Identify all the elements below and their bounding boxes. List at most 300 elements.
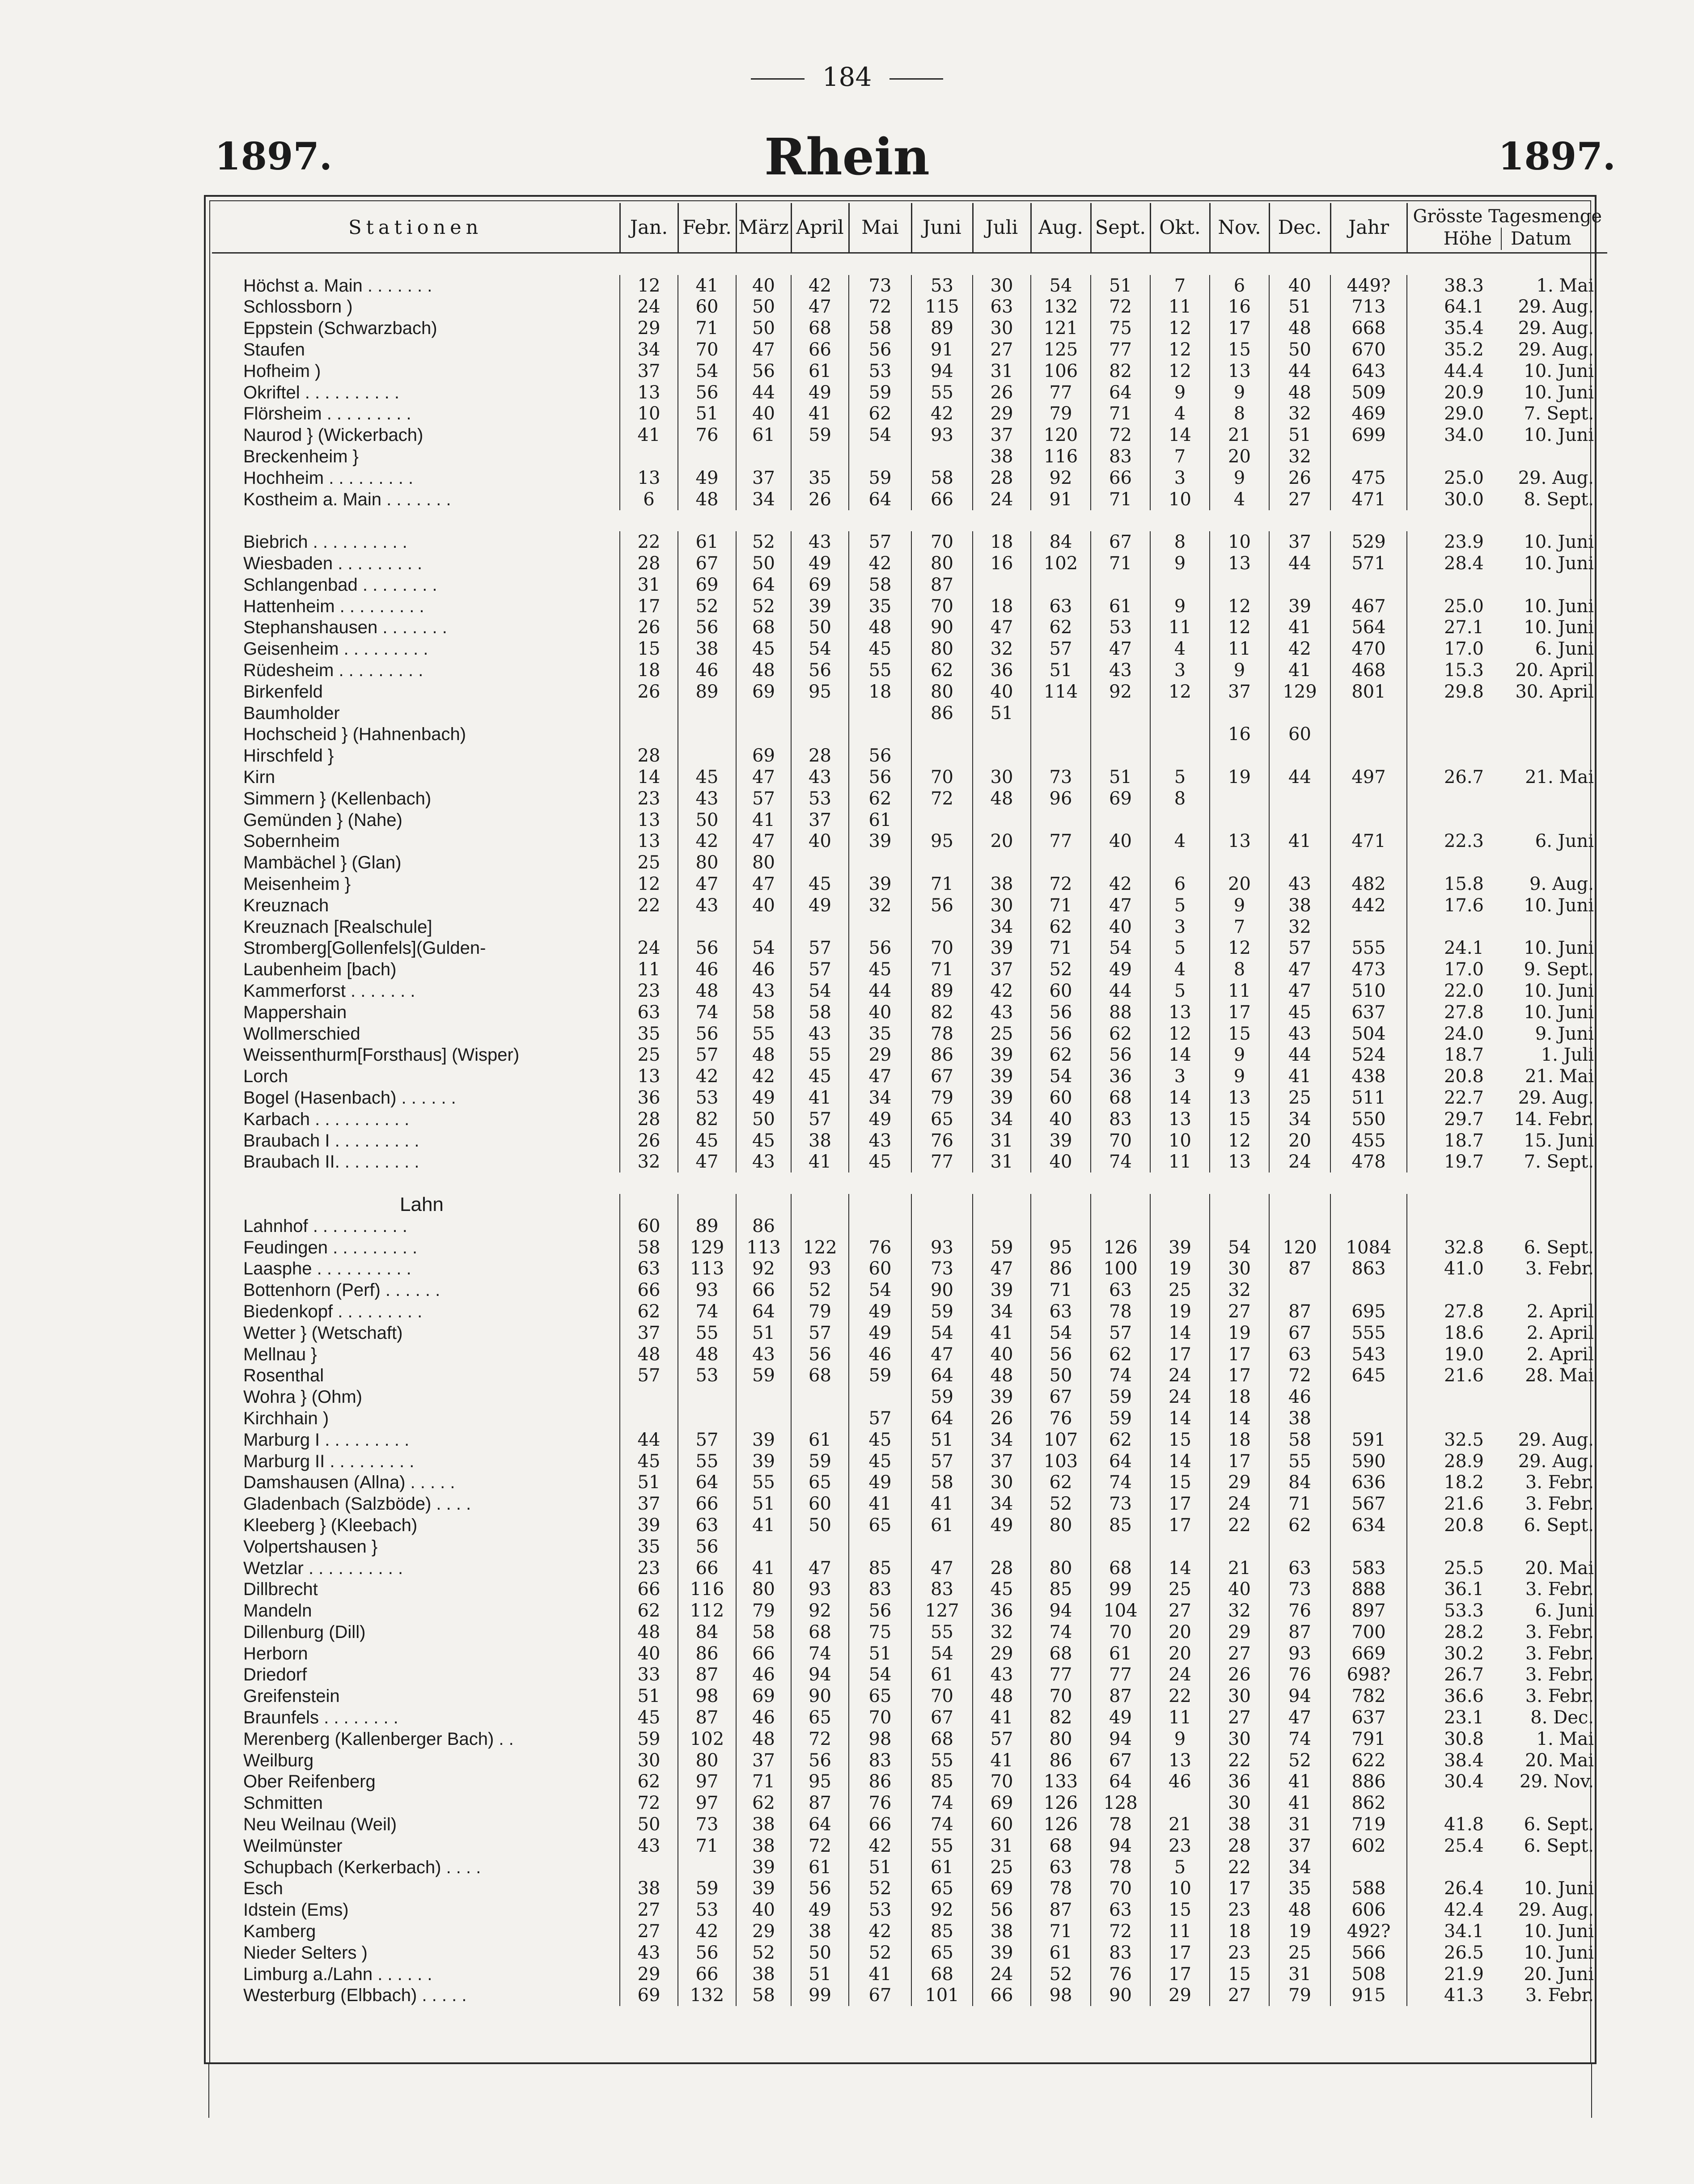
month-value: 101 [911, 1985, 973, 2006]
month-value: 31 [973, 1130, 1031, 1151]
month-value [911, 446, 973, 467]
section-heading-row [212, 1194, 1607, 1215]
month-value: 27 [1210, 1643, 1269, 1664]
station-name: Herborn [243, 1643, 308, 1663]
month-value: 35 [791, 467, 849, 489]
month-value: 28 [791, 745, 849, 766]
empty-cell [1496, 1194, 1607, 1215]
month-value: 128 [1091, 1792, 1150, 1814]
month-value: 77 [1091, 1664, 1150, 1686]
max-height: 25.0 [1407, 467, 1496, 489]
month-value: 71 [678, 317, 736, 339]
month-value: 42 [849, 1921, 911, 1942]
month-value: 62 [736, 1792, 791, 1814]
station-name: Naurod } (Wickerbach) [243, 425, 424, 445]
header-max-date: Datum [1511, 229, 1571, 249]
month-value: 43 [736, 1151, 791, 1172]
month-value: 48 [849, 617, 911, 639]
max-height [1407, 1279, 1496, 1301]
month-value: 59 [791, 1451, 849, 1472]
month-value: 50 [736, 296, 791, 318]
frame-tail-right [1591, 2064, 1592, 2118]
year-total: 698? [1330, 1664, 1407, 1686]
month-value: 62 [1091, 1429, 1150, 1451]
month-value: 38 [791, 1130, 849, 1151]
month-value: 68 [1091, 1087, 1150, 1109]
header-max-height: Höhe [1435, 228, 1502, 250]
month-value: 60 [620, 1215, 678, 1237]
month-value [1091, 1536, 1150, 1558]
month-value: 19 [1210, 766, 1269, 788]
month-value: 53 [849, 360, 911, 382]
year-total: 591 [1330, 1429, 1407, 1451]
month-value: 52 [678, 596, 736, 617]
month-value: 6 [1210, 275, 1269, 296]
month-value: 38 [736, 1835, 791, 1857]
year-total: 886 [1330, 1771, 1407, 1793]
month-value: 54 [1031, 275, 1091, 296]
month-value [1031, 574, 1091, 596]
month-value: 52 [849, 1942, 911, 1964]
month-value [678, 703, 736, 724]
month-value: 14 [1150, 1322, 1210, 1344]
max-height: 20.8 [1407, 1066, 1496, 1087]
max-height: 18.7 [1407, 1130, 1496, 1151]
year-total: 571 [1330, 553, 1407, 574]
month-value [1031, 724, 1091, 745]
month-value: 57 [1269, 938, 1330, 959]
month-value: 51 [849, 1857, 911, 1878]
month-value: 59 [678, 1878, 736, 1900]
station-name: Stephanshausen . . . . . . . [243, 618, 447, 638]
station-name: Okriftel . . . . . . . . . . [243, 382, 399, 402]
station-name: Marburg II . . . . . . . . . [243, 1451, 415, 1471]
month-value: 47 [1269, 959, 1330, 980]
month-value: 48 [620, 1344, 678, 1365]
month-value: 87 [1269, 1258, 1330, 1279]
month-value: 70 [911, 938, 973, 959]
month-value [736, 916, 791, 938]
month-value [620, 724, 678, 745]
month-value: 62 [1091, 1344, 1150, 1365]
month-value: 22 [1210, 1750, 1269, 1771]
month-value: 40 [973, 1344, 1031, 1365]
month-value: 39 [973, 1087, 1031, 1109]
table-row [212, 1493, 1607, 1515]
max-date: 10. Juni [1524, 596, 1594, 617]
year-total: 888 [1330, 1579, 1407, 1600]
month-value: 57 [791, 1322, 849, 1344]
station-name: Braunfels . . . . . . . . [243, 1708, 398, 1728]
spacer-row [212, 1172, 1607, 1194]
max-height [1407, 788, 1496, 809]
month-value [1269, 1215, 1330, 1237]
year-total: 478 [1330, 1151, 1407, 1172]
month-value: 18 [973, 596, 1031, 617]
header-jan: Jan. [620, 203, 678, 253]
month-value: 77 [1031, 831, 1091, 852]
max-height: 26.7 [1407, 1664, 1496, 1686]
month-value: 78 [1031, 1878, 1091, 1900]
month-value: 56 [791, 660, 849, 681]
station-name: Weissenthurm[Forsthaus] (Wisper) [243, 1045, 520, 1065]
month-value: 63 [1269, 1558, 1330, 1579]
month-value: 55 [736, 1023, 791, 1045]
empty-cell [911, 1194, 973, 1215]
max-height [1407, 1215, 1496, 1237]
month-value: 77 [1091, 339, 1150, 360]
month-value [1210, 788, 1269, 809]
table-row [212, 1322, 1607, 1344]
month-value: 31 [1269, 1814, 1330, 1835]
month-value: 41 [736, 1515, 791, 1536]
max-height: 15.8 [1407, 873, 1496, 895]
month-value [911, 852, 973, 873]
max-height: 27.1 [1407, 617, 1496, 639]
year-total [1330, 1857, 1407, 1878]
month-value: 46 [736, 1664, 791, 1686]
month-value: 5 [1150, 938, 1210, 959]
month-value: 90 [911, 1279, 973, 1301]
month-value: 53 [678, 1899, 736, 1921]
month-value: 56 [849, 938, 911, 959]
month-value: 47 [736, 831, 791, 852]
month-value: 39 [973, 1044, 1031, 1066]
max-date: 6. Juni [1535, 1600, 1594, 1621]
header-may: Mai [849, 203, 911, 253]
table-row [212, 938, 1607, 959]
station-name: Feudingen . . . . . . . . . [243, 1237, 418, 1257]
max-height: 36.6 [1407, 1685, 1496, 1707]
month-value: 13 [1150, 1002, 1210, 1023]
month-value: 85 [911, 1921, 973, 1942]
year-total: 643 [1330, 360, 1407, 382]
month-value: 43 [1269, 873, 1330, 895]
year-total [1330, 1215, 1407, 1237]
month-value: 126 [1031, 1792, 1091, 1814]
table-row [212, 1451, 1607, 1472]
month-value: 54 [736, 938, 791, 959]
month-value: 32 [1210, 1279, 1269, 1301]
month-value: 60 [1031, 1087, 1091, 1109]
month-value: 54 [791, 638, 849, 660]
month-value: 63 [1091, 1899, 1150, 1921]
month-value [1150, 1536, 1210, 1558]
month-value [620, 1386, 678, 1408]
table-row [212, 1921, 1607, 1942]
month-value: 41 [1269, 1066, 1330, 1087]
month-value: 13 [1210, 1087, 1269, 1109]
table-row [212, 296, 1607, 318]
month-value: 34 [1269, 1857, 1330, 1878]
year-total: 606 [1330, 1899, 1407, 1921]
max-date: 2. April [1526, 1322, 1594, 1343]
month-value: 92 [791, 1600, 849, 1621]
month-value: 39 [620, 1515, 678, 1536]
month-value [791, 1215, 849, 1237]
month-value: 22 [620, 531, 678, 553]
month-value: 53 [791, 788, 849, 809]
month-value: 61 [736, 424, 791, 446]
month-value: 64 [849, 489, 911, 510]
max-date: 10. Juni [1524, 1921, 1594, 1942]
month-value: 51 [849, 1643, 911, 1664]
table-row [212, 1365, 1607, 1386]
month-value: 58 [736, 1985, 791, 2006]
max-height: 34.1 [1407, 1921, 1496, 1942]
max-date: 29. Aug. [1518, 339, 1594, 360]
month-value: 98 [1031, 1985, 1091, 2006]
month-value [973, 809, 1031, 831]
month-value: 26 [791, 489, 849, 510]
month-value [1269, 703, 1330, 724]
month-value: 61 [911, 1857, 973, 1878]
max-date: 3. Febr. [1525, 1643, 1594, 1664]
month-value: 45 [849, 959, 911, 980]
month-value: 59 [736, 1365, 791, 1386]
month-value: 38 [973, 446, 1031, 467]
month-value: 5 [1150, 895, 1210, 916]
month-value: 40 [973, 681, 1031, 703]
month-value: 21 [1150, 1814, 1210, 1835]
station-name: Marburg I . . . . . . . . . [243, 1430, 410, 1450]
month-value: 52 [849, 1878, 911, 1900]
max-date: 20. Mai [1525, 1750, 1594, 1771]
month-value: 26 [620, 681, 678, 703]
month-value: 28 [620, 1109, 678, 1130]
table-row [212, 1643, 1607, 1664]
month-value: 37 [973, 424, 1031, 446]
month-value: 47 [1091, 895, 1150, 916]
table-row [212, 766, 1607, 788]
year-total: 566 [1330, 1942, 1407, 1964]
year-total: 782 [1330, 1685, 1407, 1707]
month-value: 59 [911, 1386, 973, 1408]
month-value: 44 [1091, 980, 1150, 1002]
station-name: Volpertshausen } [243, 1536, 378, 1557]
month-value: 49 [849, 1301, 911, 1322]
month-value: 99 [1091, 1579, 1150, 1600]
month-value: 58 [1269, 1429, 1330, 1451]
month-value: 42 [911, 403, 973, 425]
max-height: 30.4 [1407, 1771, 1496, 1793]
month-value: 65 [791, 1472, 849, 1493]
month-value: 17 [1150, 1515, 1210, 1536]
station-name: Sobernheim [243, 831, 340, 851]
month-value: 74 [911, 1814, 973, 1835]
year-total: 564 [1330, 617, 1407, 639]
year-total: 467 [1330, 596, 1407, 617]
month-value: 100 [1091, 1258, 1150, 1279]
max-date [1496, 916, 1607, 938]
month-value: 12 [1150, 339, 1210, 360]
year-total: 602 [1330, 1835, 1407, 1857]
month-value: 85 [1091, 1515, 1150, 1536]
station-name: Braubach II. . . . . . . . . [243, 1152, 419, 1172]
month-value: 48 [736, 1044, 791, 1066]
max-height: 22.7 [1407, 1087, 1496, 1109]
max-date [1496, 745, 1607, 766]
month-value: 47 [791, 1558, 849, 1579]
month-value: 34 [736, 489, 791, 510]
month-value: 17 [1210, 1878, 1269, 1900]
table-row [212, 1002, 1607, 1023]
station-name: Hochscheid } (Hahnenbach) [243, 724, 466, 745]
month-value: 45 [736, 1130, 791, 1151]
month-value: 66 [973, 1985, 1031, 2006]
month-value: 13 [1210, 553, 1269, 574]
month-value [1150, 574, 1210, 596]
month-value: 23 [1210, 1899, 1269, 1921]
month-value: 20 [1150, 1643, 1210, 1664]
month-value: 17 [1150, 1493, 1210, 1515]
month-value: 87 [1031, 1899, 1091, 1921]
month-value [791, 916, 849, 938]
month-value: 47 [1091, 638, 1150, 660]
empty-cell [1269, 1194, 1330, 1215]
max-height: 21.6 [1407, 1493, 1496, 1515]
month-value: 28 [620, 553, 678, 574]
table-row [212, 1429, 1607, 1451]
station-name: Schlangenbad . . . . . . . . [243, 575, 437, 595]
month-value: 51 [678, 403, 736, 425]
month-value: 11 [1150, 296, 1210, 318]
month-value: 60 [678, 296, 736, 318]
month-value: 47 [911, 1558, 973, 1579]
empty-cell [973, 1194, 1031, 1215]
month-value: 22 [1210, 1515, 1269, 1536]
month-value: 58 [736, 1621, 791, 1643]
month-value: 13 [1210, 831, 1269, 852]
month-value: 57 [849, 1408, 911, 1429]
month-value: 95 [1031, 1237, 1091, 1258]
month-value: 30 [1210, 1792, 1269, 1814]
max-date: 3. Febr. [1525, 1686, 1594, 1707]
month-value: 34 [973, 1301, 1031, 1322]
month-value [678, 745, 736, 766]
month-value [620, 1857, 678, 1878]
month-value: 58 [911, 1472, 973, 1493]
year-total: 510 [1330, 980, 1407, 1002]
month-value: 94 [1091, 1728, 1150, 1750]
table-row [212, 873, 1607, 895]
month-value: 49 [849, 1109, 911, 1130]
month-value: 15 [1210, 1023, 1269, 1045]
month-value: 62 [620, 1600, 678, 1621]
month-value: 55 [736, 1472, 791, 1493]
month-value: 39 [849, 831, 911, 852]
max-date: 6. Juni [1535, 831, 1594, 852]
month-value: 87 [911, 574, 973, 596]
max-date: 10. Juni [1524, 360, 1594, 381]
month-value: 43 [973, 1664, 1031, 1686]
month-value: 59 [620, 1728, 678, 1750]
month-value: 67 [1031, 1386, 1091, 1408]
month-value: 44 [620, 1429, 678, 1451]
month-value: 70 [1091, 1878, 1150, 1900]
table-row [212, 617, 1607, 639]
month-value: 3 [1150, 916, 1210, 938]
month-value [1031, 809, 1091, 831]
station-name: Eppstein (Schwarzbach) [243, 318, 437, 339]
month-value: 61 [1031, 1942, 1091, 1964]
header-year: Jahr [1330, 203, 1407, 253]
month-value: 16 [973, 553, 1031, 574]
max-date: 6. Juni [1535, 639, 1594, 660]
month-value: 23 [620, 980, 678, 1002]
table-row [212, 1536, 1607, 1558]
year-total: 645 [1330, 1365, 1407, 1386]
month-value: 62 [1031, 916, 1091, 938]
month-value: 60 [1031, 980, 1091, 1002]
month-value: 95 [911, 831, 973, 852]
month-value: 47 [678, 1151, 736, 1172]
page-number [0, 62, 1694, 92]
month-value: 18 [1210, 1386, 1269, 1408]
month-value: 52 [736, 531, 791, 553]
month-value: 62 [911, 660, 973, 681]
month-value: 80 [911, 638, 973, 660]
month-value: 70 [911, 531, 973, 553]
station-name: Westerburg (Elbbach) . . . . . [243, 1985, 467, 2006]
month-value: 52 [1269, 1750, 1330, 1771]
month-value: 32 [973, 1621, 1031, 1643]
month-value: 42 [678, 1921, 736, 1942]
month-value: 120 [1031, 424, 1091, 446]
month-value: 30 [1210, 1728, 1269, 1750]
month-value: 66 [620, 1579, 678, 1600]
station-name: Kostheim a. Main . . . . . . . [243, 489, 451, 509]
month-value: 132 [678, 1985, 736, 2006]
max-height: 28.9 [1407, 1451, 1496, 1472]
month-value: 90 [1091, 1985, 1150, 2006]
station-name: Kammerforst . . . . . . . [243, 981, 415, 1001]
station-name: Schupbach (Kerkerbach) . . . . [243, 1857, 481, 1877]
year-total: 863 [1330, 1258, 1407, 1279]
max-height: 23.9 [1407, 531, 1496, 553]
month-value: 57 [911, 1451, 973, 1472]
month-value: 93 [911, 424, 973, 446]
month-value: 42 [736, 1066, 791, 1087]
month-value: 17 [1210, 1344, 1269, 1365]
month-value: 46 [678, 660, 736, 681]
month-value: 30 [973, 766, 1031, 788]
month-value: 65 [911, 1878, 973, 1900]
month-value: 86 [736, 1215, 791, 1237]
month-value: 46 [736, 1707, 791, 1728]
month-value: 98 [849, 1728, 911, 1750]
max-height: 26.7 [1407, 766, 1496, 788]
month-value: 57 [791, 1109, 849, 1130]
month-value: 32 [973, 638, 1031, 660]
month-value: 16 [1210, 724, 1269, 745]
month-value: 4 [1150, 959, 1210, 980]
month-value: 19 [1150, 1301, 1210, 1322]
month-value: 74 [678, 1002, 736, 1023]
month-value: 24 [1210, 1493, 1269, 1515]
empty-cell [736, 1194, 791, 1215]
max-date: 10. Juni [1524, 425, 1594, 446]
month-value: 79 [1031, 403, 1091, 425]
month-value [1210, 745, 1269, 766]
max-height: 30.8 [1407, 1728, 1496, 1750]
month-value: 42 [1091, 873, 1150, 895]
month-value: 34 [973, 1493, 1031, 1515]
month-value: 32 [1269, 916, 1330, 938]
month-value: 69 [678, 574, 736, 596]
station-name: Lahnhof . . . . . . . . . . [243, 1216, 407, 1236]
month-value: 41 [911, 1493, 973, 1515]
